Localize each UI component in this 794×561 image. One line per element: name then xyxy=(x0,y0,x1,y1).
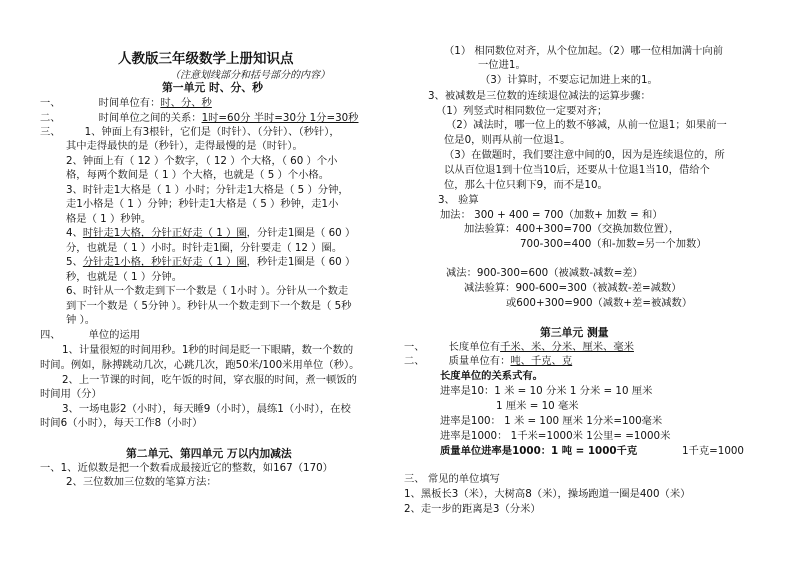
section-2-number: 二、 xyxy=(40,112,61,124)
text-segment: ，秒针走1圈是（ 60 ） xyxy=(246,256,356,268)
measure-1-label: 长度单位有 xyxy=(448,341,501,353)
text-line: 1 厘米 = 10 毫米 xyxy=(496,400,579,412)
text-line: 减法验算：900-600=300（被减数-差=减数） xyxy=(464,282,682,294)
section-2-relations: 1时=60分 半时=30分 1分=30秒 xyxy=(201,112,359,124)
text-line: 一、1、近似数是把一个数看成最接近它的整数，如167（170） xyxy=(40,462,333,474)
underlined-phrase: 时针走1大格，分针正好走（ 1 ）圈 xyxy=(82,227,247,239)
section-3-number: 三、 xyxy=(40,126,61,138)
text-line: 时间用（分） xyxy=(40,388,102,400)
measure-1-number: 一、 xyxy=(404,341,425,353)
section-4-number: 四、 xyxy=(40,329,61,341)
section-1-label: 时间单位有： xyxy=(98,97,161,109)
title-note: （注意划线部分和括号部分的内容） xyxy=(170,70,330,81)
text-segment: ，分针走1圈是（ 60 ） xyxy=(246,227,356,239)
text-line: 2、走一步的距离是3（分米） xyxy=(404,503,541,515)
text-line: 位，那么十位只剩下9，而不是10。 xyxy=(444,179,608,191)
measure-section-1 xyxy=(404,340,634,354)
measure-section-2 xyxy=(404,354,572,368)
text-line xyxy=(66,226,355,240)
text-line: 走1小格是（ 1 ）分钟；秒针走1大格是（ 5 ）秒钟，走1小 xyxy=(66,198,339,210)
text-line: 3、一场电影2（小时），每天睡9（小时），晨练1（小时），在校 xyxy=(62,403,351,415)
text-line: 2、上一节课的时间，吃午饭的时间，穿衣服的时间，煮一顿饭的 xyxy=(62,374,357,386)
section-2 xyxy=(40,111,358,125)
text-line: 1、计量很短的时间用秒。1秒的时间是眨一下眼睛，数一个数的 xyxy=(62,344,354,356)
text-line: 减法：900-300=600（被减数-减数=差） xyxy=(446,267,643,279)
unit3-title: 第三单元 测量 xyxy=(540,326,609,339)
text-line: 1千克=1000 xyxy=(682,445,744,457)
item-number: 5、 xyxy=(66,256,83,268)
document-title: 人教版三年级数学上册知识点 xyxy=(118,51,294,67)
section-3-first-line xyxy=(40,125,340,139)
text-line: 700-300=400（和-加数=另一个加数） xyxy=(520,238,707,250)
text-line: 加法： 300 + 400 = 700（加数+ 加数 = 和） xyxy=(440,209,663,221)
text-line: 一位进1。 xyxy=(478,59,526,71)
text-line: 2、钟面上有（ 12 ）个数字，（ 12 ）个大格，（ 60 ）个小 xyxy=(66,155,338,167)
text-line xyxy=(66,255,355,269)
text-line: 进率是1000： 1千米=1000米 1公里= =1000米 xyxy=(440,430,671,442)
section-1 xyxy=(40,96,212,110)
text-line: （1）列竖式时相同数位一定要对齐； xyxy=(436,105,608,117)
unit1-title: 第一单元 时、分、秒 xyxy=(162,81,263,94)
text-line: （3）在做题时，我们要注意中间的0，因为是连续退位的，所 xyxy=(444,149,725,161)
text-line: 三、 常见的单位填写 xyxy=(404,473,500,485)
text-line: 格，每两个数间是（ 1 ）个大格，也就是（ 5 ）个小格。 xyxy=(66,169,330,181)
mass-units: 吨、千克、克 xyxy=(510,355,573,367)
clock-hands-line: 1、钟面上有3根针，它们是（时针）、（分针）、（秒针）， xyxy=(84,126,340,138)
text-line: 分，也就是（ 1 ）小时。时针走1圈，分针要走（ 12 ）圈。 xyxy=(66,242,343,254)
text-line: 其中走得最快的是（秒针），走得最慢的是（时针）。 xyxy=(66,140,303,152)
text-line: 进率是10：1 米 = 10 分米 1 分米 = 10 厘米 xyxy=(440,385,653,397)
measure-2-label: 质量单位有： xyxy=(448,355,511,367)
section-1-number: 一、 xyxy=(40,97,61,109)
text-line: 3、 验算 xyxy=(438,194,479,206)
text-line: 3、被减数是三位数的连续退位减法的运算步骤： xyxy=(428,90,651,102)
item-number: 4、 xyxy=(66,227,83,239)
text-line: （1） 相同数位对齐，从个位加起。（2）哪一位相加满十向前 xyxy=(444,45,723,57)
length-relations-heading: 长度单位的关系式有。 xyxy=(440,370,543,382)
text-line: 进率是100： 1 米 = 100 厘米 1分米=100毫米 xyxy=(440,415,663,427)
text-line: 格是（ 1 ）秒钟。 xyxy=(66,213,152,225)
text-line: 6、时针从一个数走到下一个数是（ 1小时 ）。分针从一个数走 xyxy=(66,285,349,297)
underlined-phrase: 分针走1小格，秒针正好走（ 1 ）圈 xyxy=(82,256,247,268)
text-line: （3）计算时，不要忘记加进上来的1。 xyxy=(480,74,658,86)
section-1-units: 时、分、秒 xyxy=(160,97,212,109)
text-line: 时间6（小时），每天工作8（小时） xyxy=(40,417,203,429)
text-line: 或600+300=900（减数+差=被减数） xyxy=(506,297,693,309)
text-line: 到下一个数是（ 5分钟 ）。秒针从一个数走到下一个数是（ 5秒 xyxy=(66,300,352,312)
length-units: 千米、米、分米、厘米、毫米 xyxy=(500,341,634,353)
text-line: （2）减法时，哪一位上的数不够减，从前一位退1；如果前一 xyxy=(446,119,727,131)
text-line: 钟 ）。 xyxy=(66,314,96,326)
text-line: 时间。例如，脉搏跳动几次，心跳几次，跑50米/100米用单位（秒）。 xyxy=(40,359,360,371)
section-2-label: 时间单位之间的关系： xyxy=(98,112,202,124)
text-line: 3、时针走1大格是（ 1 ）小时；分针走1大格是（ 5 ）分钟， xyxy=(66,184,349,196)
mass-relations-line: 质量单位进率是1000：1 吨 = 1000千克 xyxy=(440,445,638,457)
unit2-title: 第二单元、第四单元 万以内加减法 xyxy=(126,447,292,460)
text-line: 2、三位数加三位数的笔算方法： xyxy=(66,476,217,488)
measure-2-number: 二、 xyxy=(404,355,425,367)
section-4-label: 单位的运用 xyxy=(88,329,141,341)
section-4 xyxy=(40,328,140,342)
text-line: 1、黑板长3（米），大树高8（米），操场跑道一圈是400（米） xyxy=(404,488,691,500)
text-line: 秒，也就是（ 1 ）分钟。 xyxy=(66,271,183,283)
text-line: 以从百位退1到十位当10后，还要从十位退1当10，借给个 xyxy=(444,164,710,176)
text-line: 位是0，则再从前一位退1。 xyxy=(444,134,571,146)
text-line: 加法验算：400+300=700（交换加数位置）， xyxy=(464,223,680,235)
